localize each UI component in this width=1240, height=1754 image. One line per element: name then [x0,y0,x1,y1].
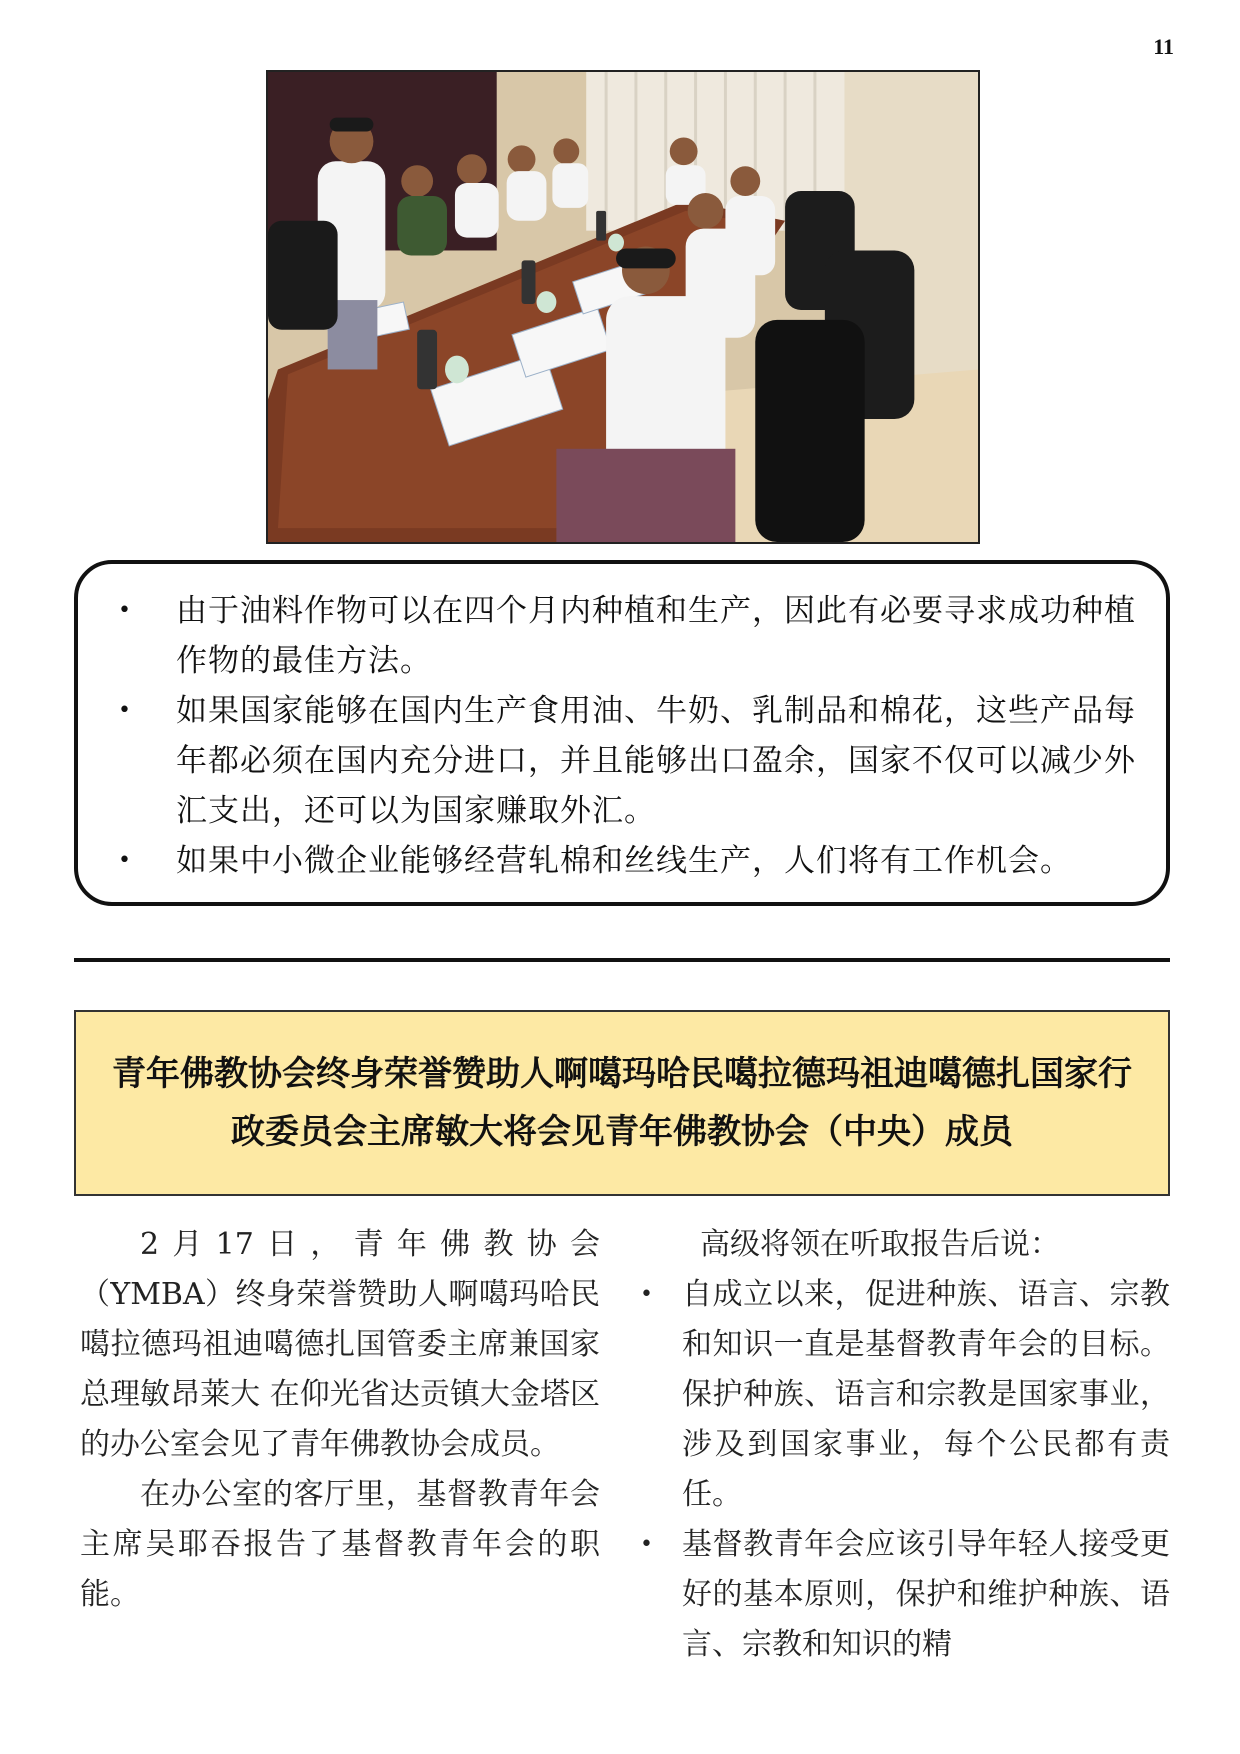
key-point: • 由于油料作物可以在四个月内种植和生产，因此有必要寻求成功种植作物的最佳方法。 [118,586,1142,686]
meeting-photo-illustration [268,72,978,542]
article-intro: 高级将领在听取报告后说： [700,1227,1060,1262]
meeting-photo [266,70,980,544]
key-points-box [74,560,1170,906]
article-headline: 青年佛教协会终身荣誉赞助人啊噶玛哈民噶拉德玛祖迪噶德扎国家行政委员会主席敏大将会见青年佛教协会（中央）成员 [112,1054,1132,1152]
article-left-column [80,1220,600,1620]
headline-box [74,1010,1170,1196]
section-divider [74,958,1170,962]
article-right-column [640,1220,1170,1670]
article-points-list [640,1270,1170,1670]
article-paragraph: 在办公室的客厅里，基督教青年会主席吴耶吞报告了基督教青年会的职能。 [80,1477,600,1612]
article-paragraph: 2月17日，青年佛教协会（YMBA）终身荣誉赞助人啊噶玛哈民噶拉德玛祖迪噶德扎国管委主席兼国家总理敏昂莱大 在仰光省达贡镇大金塔区的办公室会见了青年佛教协会成员。 [80,1227,600,1462]
key-points-list [118,586,1142,886]
page-number: 11 [1153,34,1174,59]
key-point: • 如果国家能够在国内生产食用油、牛奶、乳制品和棉花，这些产品每年都必须在国内充分进口，并且能够出口盈余，国家不仅可以减少外汇支出，还可以为国家赚取外汇。 [118,686,1142,836]
key-point: • 如果中小微企业能够经营轧棉和丝线生产，人们将有工作机会。 [118,836,1142,886]
article-point: • 基督教青年会应该引导年轻人接受更好的基本原则，保护和维护种族、语言、宗教和知识的精 [640,1520,1170,1670]
article-point: • 自成立以来，促进种族、语言、宗教和知识一直是基督教青年会的目标。保护种族、语言和宗教是国家事业，涉及到国家事业，每个公民都有责任。 [640,1270,1170,1520]
